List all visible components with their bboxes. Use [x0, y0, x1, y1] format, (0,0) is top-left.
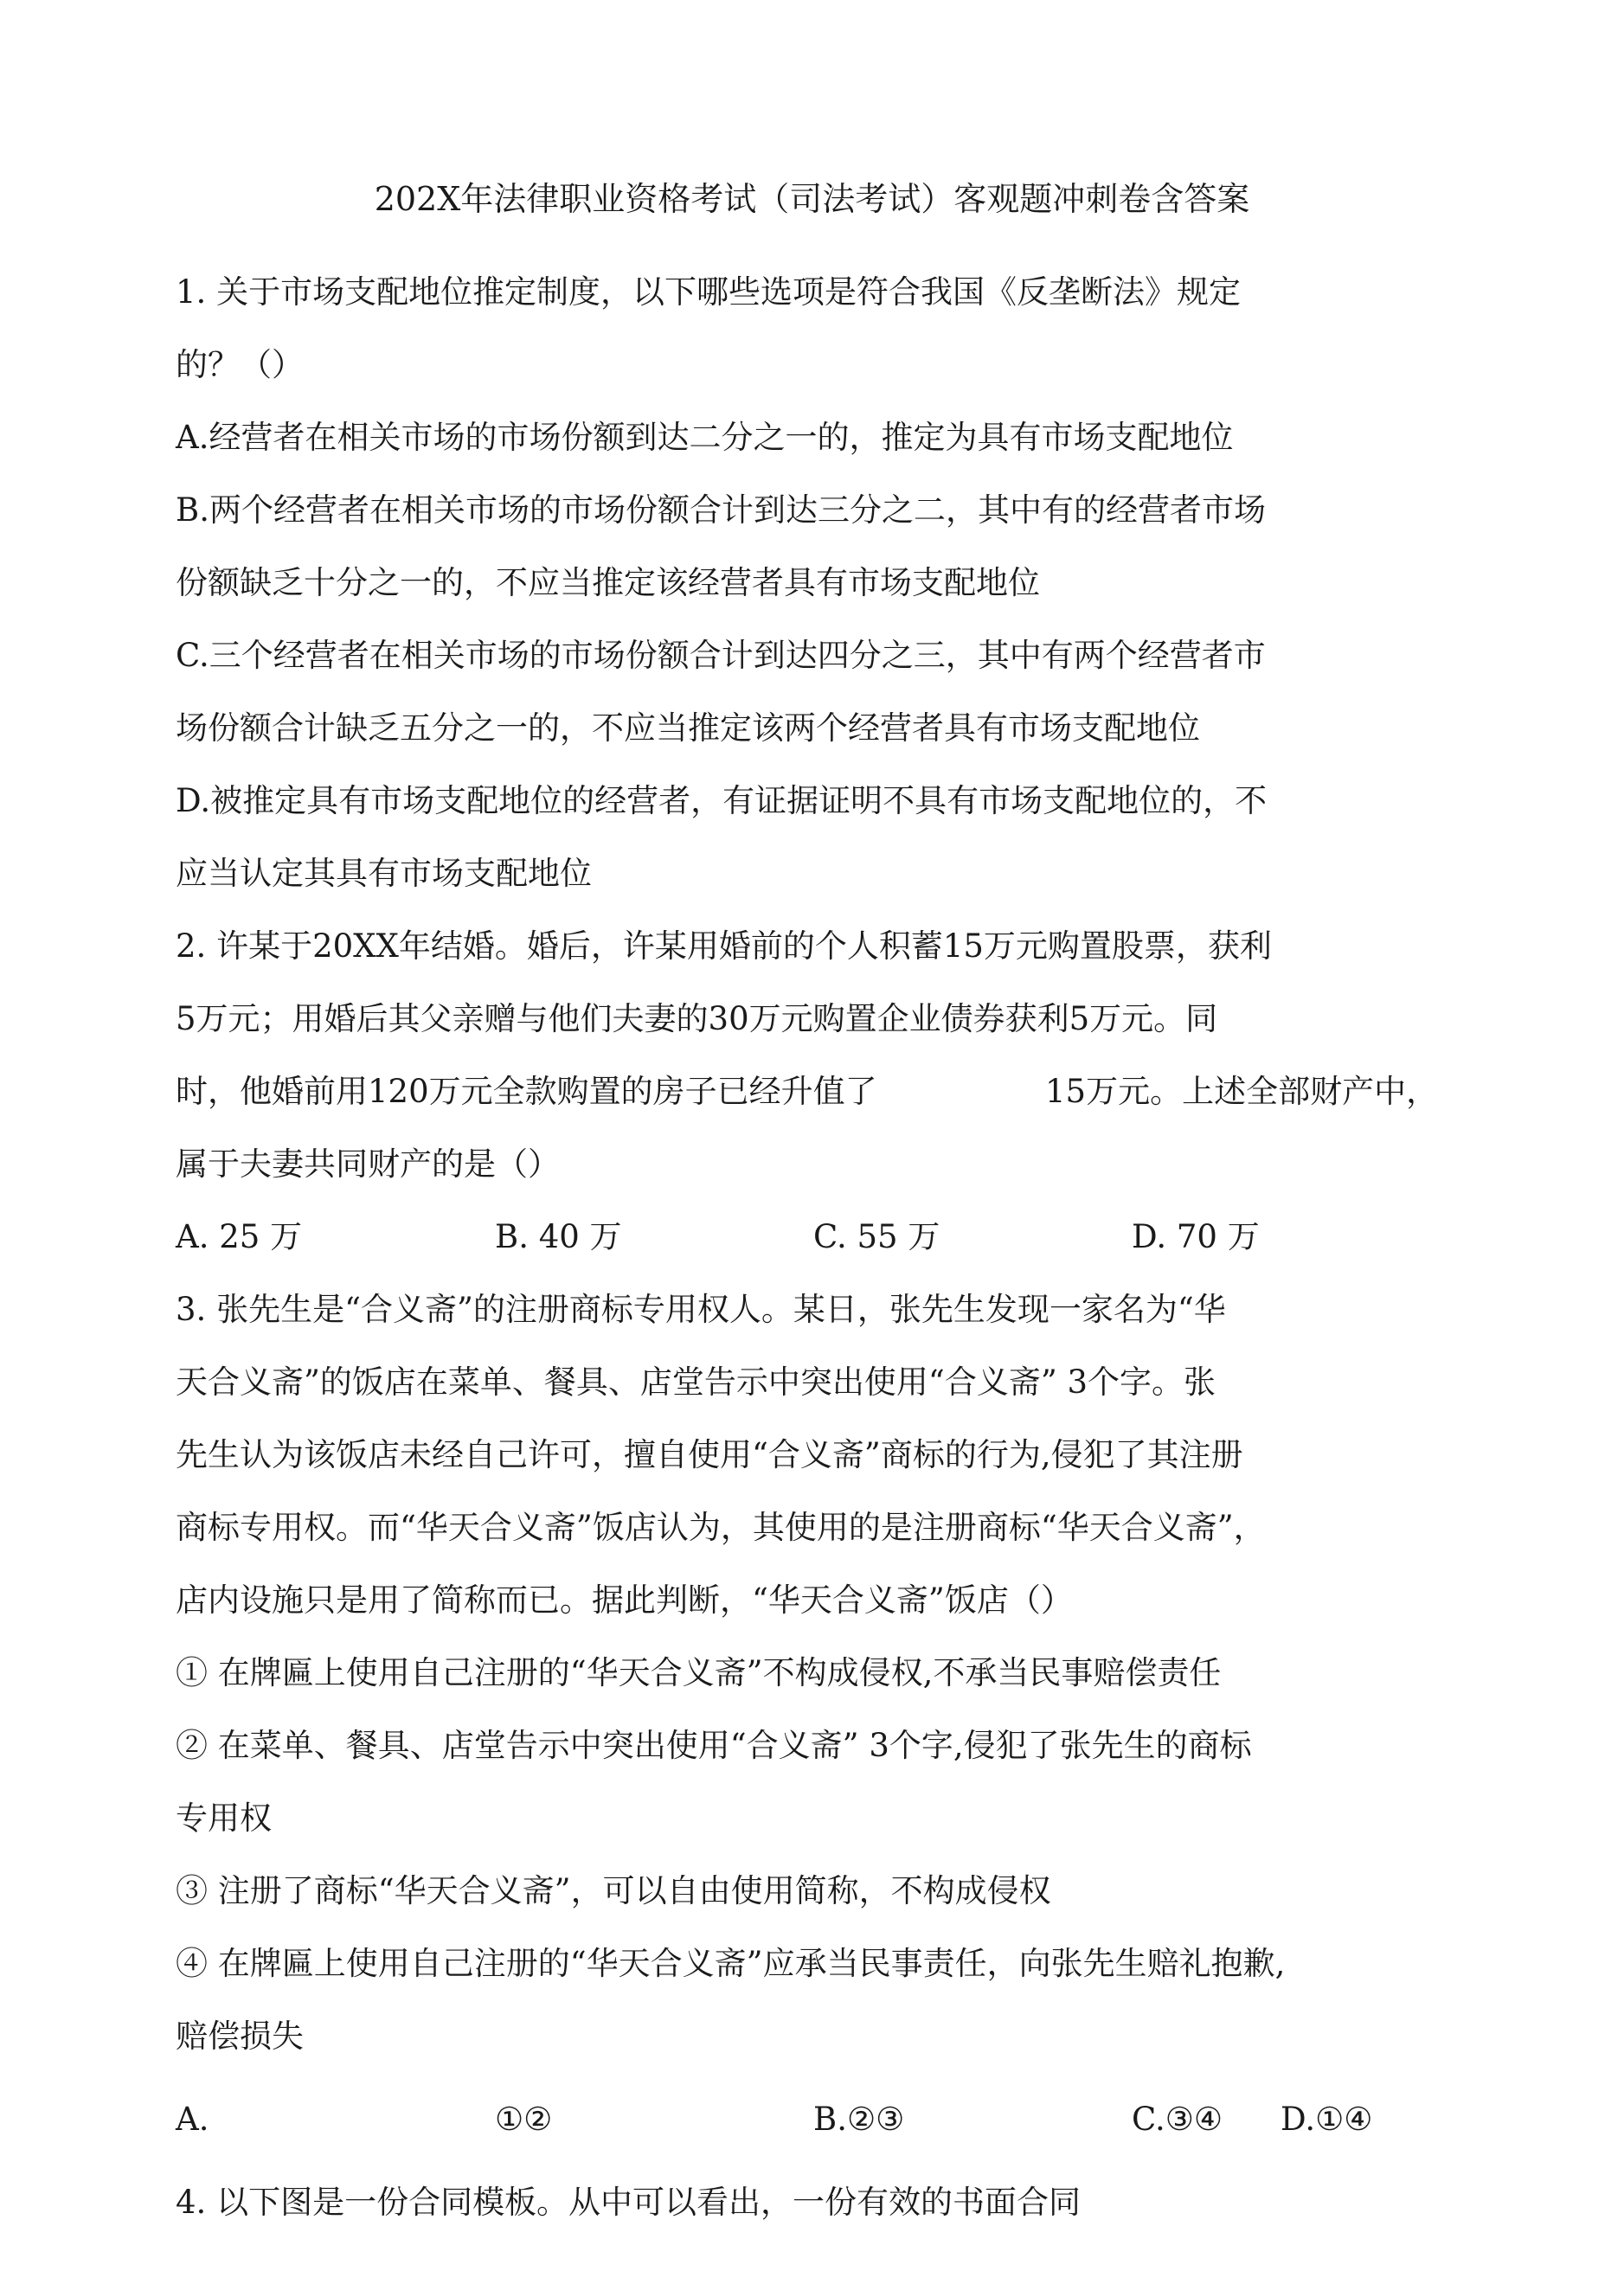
q2-stem-line3b: 15万元。上述全部财产中， — [1045, 1073, 1439, 1110]
q3-item-4-line2: 赔偿损失 — [176, 2018, 304, 2055]
q3-option-d: D.①④ — [1281, 2101, 1373, 2138]
q3-option-b: B.②③ — [813, 2101, 905, 2138]
q2-option-b: B. 40 万 — [495, 1218, 622, 1255]
q3-item-4-line1: ④ 在牌匾上使用自己注册的“华天合义斋”应承当民事责任，向张先生赔礼抱歉, — [176, 1945, 1286, 1982]
q3-item-1: ① 在牌匾上使用自己注册的“华天合义斋”不构成侵权,不承当民事赔偿责任 — [176, 1654, 1222, 1691]
q1-stem-line1: 1. 关于市场支配地位推定制度，以下哪些选项是符合我国《反垄断法》规定 — [176, 273, 1242, 311]
q3-stem-line3: 先生认为该饭店未经自己许可，擅自使用“合义斋”商标的行为,侵犯了其注册 — [176, 1436, 1243, 1473]
q4-stem-line1: 4. 以下图是一份合同模板。从中可以看出，一份有效的书面合同 — [176, 2184, 1082, 2221]
q3-stem-line4: 商标专用权。而“华天合义斋”饭店认为，其使用的是注册商标“华天合义斋”， — [176, 1509, 1266, 1546]
q2-stem-line3a: 时，他婚前用120万元全款购置的房子已经升值了 — [176, 1073, 877, 1110]
q1-option-b-line1: B.两个经营者在相关市场的市场份额合计到达三分之二，其中有的经营者市场 — [176, 491, 1266, 529]
q3-option-c: C.③④ — [1132, 2101, 1223, 2138]
q2-stem-line1: 2. 许某于20XX年结婚。婚后，许某用婚前的个人积蓄15万元购置股票，获利 — [176, 927, 1272, 965]
q2-stem-line4: 属于夫妻共同财产的是（） — [176, 1145, 560, 1183]
q1-option-b-line2: 份额缺乏十分之一的，不应当推定该经营者具有市场支配地位 — [176, 564, 1040, 601]
q1-option-d-line2: 应当认定其具有市场支配地位 — [176, 855, 592, 892]
q3-stem-line5: 店内设施只是用了简称而已。据此判断，“华天合义斋”饭店（） — [176, 1581, 1073, 1619]
q3-option-a-label: A. — [176, 2101, 209, 2138]
q3-stem-line1: 3. 张先生是“合义斋”的注册商标专用权人。某日，张先生发现一家名为“华 — [176, 1291, 1226, 1328]
q1-option-c-line2: 场份额合计缺乏五分之一的，不应当推定该两个经营者具有市场支配地位 — [176, 709, 1200, 747]
q2-option-a: A. 25 万 — [176, 1218, 303, 1255]
q3-item-2-line2: 专用权 — [176, 1800, 272, 1837]
q3-option-a-value: ①② — [495, 2101, 553, 2138]
q1-option-c-line1: C.三个经营者在相关市场的市场份额合计到达四分之三，其中有两个经营者市 — [176, 637, 1266, 674]
q2-stem-line2: 5万元；用婚后其父亲赠与他们夫妻的30万元购置企业债券获利5万元。同 — [176, 1000, 1218, 1037]
q1-option-a: A.经营者在相关市场的市场份额到达二分之一的，推定为具有市场支配地位 — [176, 419, 1234, 456]
q1-option-d-line1: D.被推定具有市场支配地位的经营者，有证据证明不具有市场支配地位的，不 — [176, 782, 1268, 819]
q3-item-3: ③ 注册了商标“华天合义斋”，可以自由使用简称，不构成侵权 — [176, 1872, 1051, 1909]
q3-item-2-line1: ② 在菜单、餐具、店堂告示中突出使用“合义斋” 3个字,侵犯了张先生的商标 — [176, 1727, 1252, 1764]
q2-option-d: D. 70 万 — [1132, 1218, 1260, 1255]
q2-option-c: C. 55 万 — [813, 1218, 940, 1255]
q3-stem-line2: 天合义斋”的饭店在菜单、餐具、店堂告示中突出使用“合义斋” 3个字。张 — [176, 1363, 1216, 1401]
q1-stem-line2: 的？（） — [176, 346, 304, 383]
page-title: 202X年法律职业资格考试（司法考试）客观题冲刺卷含答案 — [374, 180, 1250, 218]
